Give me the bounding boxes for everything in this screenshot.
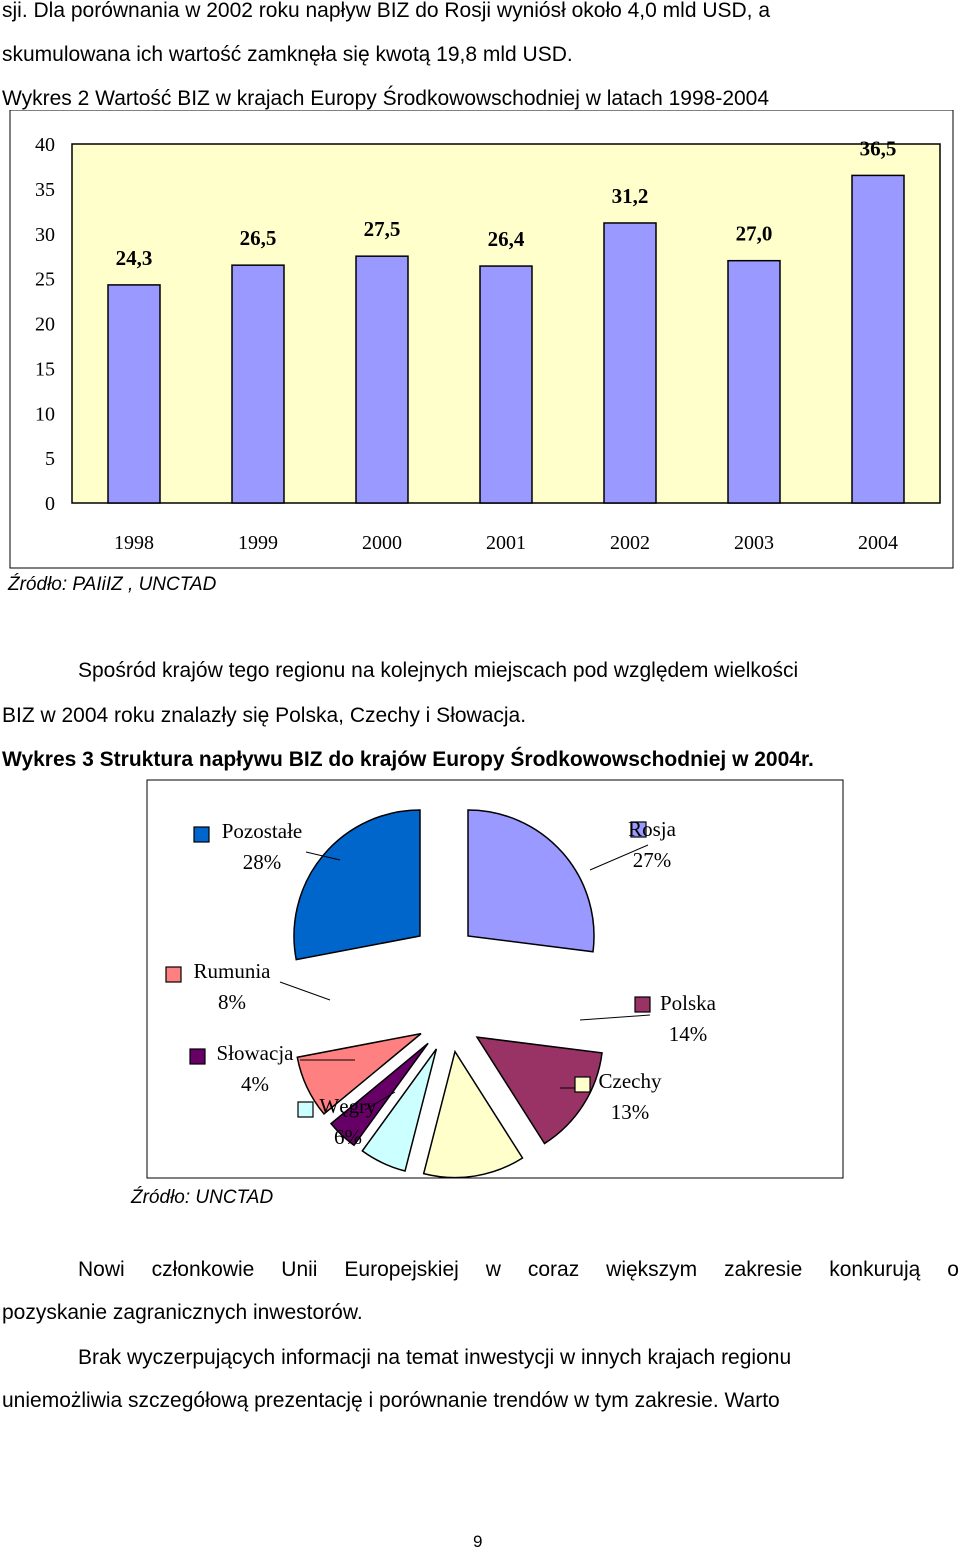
slice-pct-label: 8% bbox=[218, 990, 246, 1014]
para2-word: coraz bbox=[527, 1258, 580, 1281]
slice-pct-label: 4% bbox=[241, 1072, 269, 1096]
bar-value-label: 26,5 bbox=[239, 226, 277, 251]
slice-pct-label: 28% bbox=[242, 850, 282, 874]
y-tick-label: 0 bbox=[45, 493, 55, 515]
bar-value-label: 27,0 bbox=[735, 221, 773, 246]
bar bbox=[480, 266, 532, 503]
x-tick-label: 2000 bbox=[362, 532, 402, 554]
bar bbox=[232, 265, 284, 503]
bar bbox=[728, 261, 780, 503]
legend-swatch bbox=[194, 827, 209, 842]
para2-word: członkowie bbox=[151, 1258, 255, 1281]
slice-name-label: Polska bbox=[659, 991, 717, 1015]
bar-value-label: 24,3 bbox=[115, 245, 153, 270]
para2-word: Nowi bbox=[78, 1258, 125, 1281]
x-tick-label: 1999 bbox=[238, 532, 278, 554]
slice-pct-label: 13% bbox=[610, 1100, 650, 1124]
intro-line-2: skumulowana ich wartość zamknęła się kwotą 19,8 mld USD. bbox=[2, 43, 573, 66]
slice-pct-label: 14% bbox=[668, 1022, 708, 1046]
y-tick-label: 15 bbox=[35, 358, 55, 381]
slice-pct-label: 6% bbox=[334, 1125, 362, 1149]
para3-line-2: uniemożliwia szczegółową prezentację i porównanie trendów w tym zakresie. Warto bbox=[2, 1389, 780, 1412]
page-number: 9 bbox=[473, 1532, 483, 1551]
para2-word: Unii bbox=[281, 1258, 318, 1281]
y-tick-label: 20 bbox=[35, 313, 55, 336]
bar-value-label: 26,4 bbox=[487, 227, 525, 252]
bar-value-label: 36,5 bbox=[859, 136, 897, 161]
para2-line-1 bbox=[78, 1259, 959, 1281]
y-tick-label: 25 bbox=[35, 268, 55, 291]
para2-line-2: pozyskanie zagranicznych inwestorów. bbox=[2, 1301, 363, 1324]
legend-swatch bbox=[298, 1102, 313, 1117]
para2-word: konkurują bbox=[829, 1258, 921, 1281]
legend-swatch bbox=[575, 1077, 590, 1092]
x-tick-label: 2004 bbox=[858, 532, 898, 554]
y-tick-label: 10 bbox=[35, 403, 55, 426]
slice-pct-label: 27% bbox=[632, 848, 672, 872]
slice-name-label: Rumunia bbox=[193, 959, 271, 983]
para1-line-1-text: Spośród krajów tego regionu na kolejnych miejscach pod względem wielkości bbox=[78, 659, 799, 682]
para3-line-1: Brak wyczerpujących informacji na temat inwestycji w innych krajach regionu bbox=[78, 1346, 792, 1369]
y-tick-label: 35 bbox=[35, 178, 55, 201]
bar-value-label: 27,5 bbox=[363, 217, 401, 242]
y-tick-label: 30 bbox=[35, 223, 55, 246]
legend-swatch bbox=[166, 967, 181, 982]
bar-chart bbox=[0, 110, 960, 610]
bar-value-label: 31,2 bbox=[611, 183, 649, 208]
slice-name-label: Czechy bbox=[598, 1069, 662, 1093]
para2-word: o bbox=[947, 1258, 959, 1281]
para2-word: zakresie bbox=[724, 1258, 803, 1281]
intro-line-1: sji. Dla porównania w 2002 roku napływ BIZ do Rosji wyniósł około 4,0 mld USD, a bbox=[2, 0, 771, 22]
legend-swatch bbox=[635, 997, 650, 1012]
y-tick-label: 40 bbox=[35, 134, 55, 156]
para1-line-2: BIZ w 2004 roku znalazły się Polska, Czechy i Słowacja. bbox=[2, 704, 527, 727]
chart2-title: Wykres 2 Wartość BIZ w krajach Europy Środkowowschodniej w latach 1998-2004 bbox=[2, 87, 770, 110]
para2-word: Europejskiej bbox=[344, 1258, 459, 1281]
slice-name-label: Słowacja bbox=[216, 1041, 294, 1065]
para1-line-1 bbox=[78, 660, 959, 682]
slice-name-label: Pozostałe bbox=[221, 819, 303, 843]
x-tick-label: 2002 bbox=[610, 532, 650, 554]
y-tick-label: 5 bbox=[45, 448, 55, 471]
chart3-title: Wykres 3 Struktura napływu BIZ do krajów Europy Środkowowschodniej w 2004r. bbox=[2, 748, 814, 771]
x-tick-label: 2003 bbox=[734, 532, 774, 554]
x-tick-label: 1998 bbox=[114, 532, 154, 554]
chart3-source: Źródło: UNCTAD bbox=[131, 1187, 274, 1208]
bar bbox=[852, 175, 904, 503]
x-tick-label: 2001 bbox=[486, 532, 526, 554]
chart2-source: Źródło: PAIiIZ , UNCTAD bbox=[8, 574, 217, 595]
slice-name-label: Węgry bbox=[319, 1094, 377, 1118]
para2-word: w bbox=[485, 1258, 501, 1281]
bar bbox=[604, 223, 656, 503]
bar bbox=[356, 256, 408, 503]
para2-word: większym bbox=[606, 1258, 698, 1281]
bar bbox=[108, 285, 160, 503]
slice-name-label: Rosja bbox=[628, 817, 676, 841]
legend-swatch bbox=[190, 1049, 205, 1064]
pie-chart bbox=[0, 770, 960, 1210]
